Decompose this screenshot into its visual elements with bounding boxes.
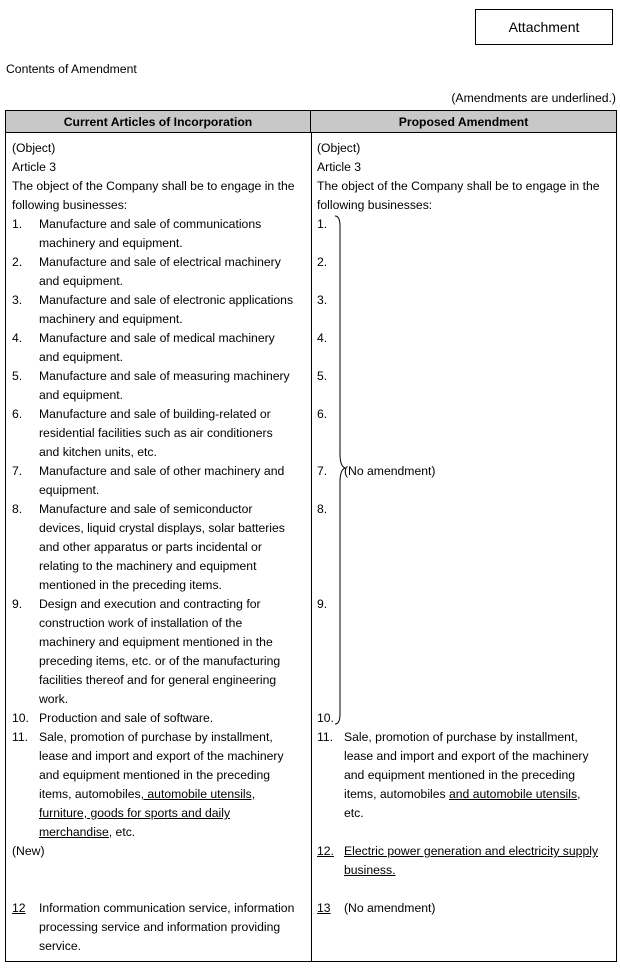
item-number: 6. [12,407,23,421]
item-text: Design and execution and contracting for [39,597,261,611]
item-text: facilities thereof and for general engineering [39,673,277,687]
attachment-label: Attachment [475,9,613,45]
current-article: Article 3 [12,160,57,174]
item-number: 10. [317,711,334,725]
item-number: 7. [317,464,328,478]
item-text: etc. [344,806,364,820]
item-text [39,823,135,842]
item-text [39,785,255,804]
item-text: processing service and information providing [39,920,281,934]
item-text: equipment. [39,483,100,497]
header-current: Current Articles of Incorporation [6,111,311,133]
proposed-intro-line: following businesses: [317,198,433,212]
item-text: and other apparatus or parts incidental or [39,540,262,554]
item-text: Production and sale of software. [39,711,214,725]
item-text: machinery and equipment. [39,236,183,250]
item-text: work. [39,692,69,706]
item-number: 8. [12,502,23,516]
item-text: mentioned in the preceding items. [39,578,222,592]
item-text: residential facilities such as air conditioners [39,426,273,440]
item-text: Manufacture and sale of other machinery and [39,464,285,478]
item-text: construction work of installation of the [39,616,243,630]
item-number: 9. [317,597,328,611]
amendment-table [5,110,617,962]
no-amendment-label: (No amendment) [344,464,436,478]
item-number: 4. [12,331,23,345]
item-text: Manufacture and sale of communications [39,217,262,231]
item-text: relating to the machinery and equipment [39,559,257,573]
item-text: Sale, promotion of purchase by installment, [39,730,273,744]
item-number: 9. [12,597,23,611]
current-intro-line: following businesses: [12,198,128,212]
proposed-intro-line: The object of the Company shall be to engage in the [317,179,600,193]
item-number: 1. [317,217,328,231]
item-number: 4. [317,331,328,345]
item-number: 10. [12,711,29,725]
current-intro-line: The object of the Company shall be to engage in the [12,179,295,193]
item-text: lease and import and export of the machinery [39,749,284,763]
item-number: 8. [317,502,328,516]
item-number: 6. [317,407,328,421]
item-number: 3. [317,293,328,307]
underlined-amendment: merchandise [39,825,109,839]
underlined-amendment: Electric power generation and electricity supply [344,844,599,858]
item-text: Manufacture and sale of medical machinery [39,331,275,345]
item-text: Manufacture and sale of building-related or [39,407,271,421]
item-text: and equipment. [39,274,124,288]
item-text: Manufacture and sale of measuring machinery [39,369,290,383]
item-number: 13 [317,901,331,915]
underlined-amendment: business. [344,863,396,877]
item-text: Information communication service, information [39,901,295,915]
item-number: 7. [12,464,23,478]
item-text: and equipment. [39,388,124,402]
column-divider [311,133,312,961]
item-text: service. [39,939,81,953]
new-marker: (New) [12,844,45,858]
item-text-segment: , [577,787,581,801]
proposed-article: Article 3 [317,160,362,174]
item-text-segment: items, automobiles [344,787,449,801]
item-text: machinery and equipment mentioned in the [39,635,273,649]
item-text: and kitchen units, etc. [39,445,157,459]
item-number: 5. [317,369,328,383]
item-text: devices, liquid crystal displays, solar batteries [39,521,285,535]
item-text [344,785,580,804]
item-text: Manufacture and sale of electrical machinery [39,255,281,269]
current-object: (Object) [12,141,56,155]
amendment-note: (Amendments are underlined.) [451,91,616,105]
item-number: 12. [317,844,334,858]
item-number: 2. [317,255,328,269]
item-text: and equipment. [39,350,124,364]
proposed-object: (Object) [317,141,361,155]
item-number: 1. [12,217,23,231]
item-number: 2. [12,255,23,269]
underlined-amendment: and automobile utensils [449,787,578,801]
item-number: 11. [317,730,334,744]
item-number: 3. [12,293,23,307]
item-number: 11. [12,730,29,744]
item-text: and equipment mentioned in the preceding [344,768,576,782]
item-text: Manufacture and sale of semiconductor [39,502,253,516]
header-proposed: Proposed Amendment [311,111,616,133]
item-text: machinery and equipment. [39,312,183,326]
item-number: 5. [12,369,23,383]
item-number: 12 [12,901,26,915]
item-text: Manufacture and sale of electronic applications [39,293,294,307]
item-text: preceding items, etc. or of the manufacturing [39,654,281,668]
item-text: Sale, promotion of purchase by installment, [344,730,578,744]
contents-title: Contents of Amendment [6,62,137,76]
underlined-amendment: , automobile utensils, [140,787,256,801]
underlined-amendment: furniture, goods for sports and daily [39,806,231,820]
item-text: lease and import and export of the machinery [344,749,589,763]
no-amendment-label: (No amendment) [344,901,436,915]
item-text-segment: , etc. [108,825,136,839]
item-text: and equipment mentioned in the preceding [39,768,271,782]
item-text-segment: items, automobiles [39,787,141,801]
